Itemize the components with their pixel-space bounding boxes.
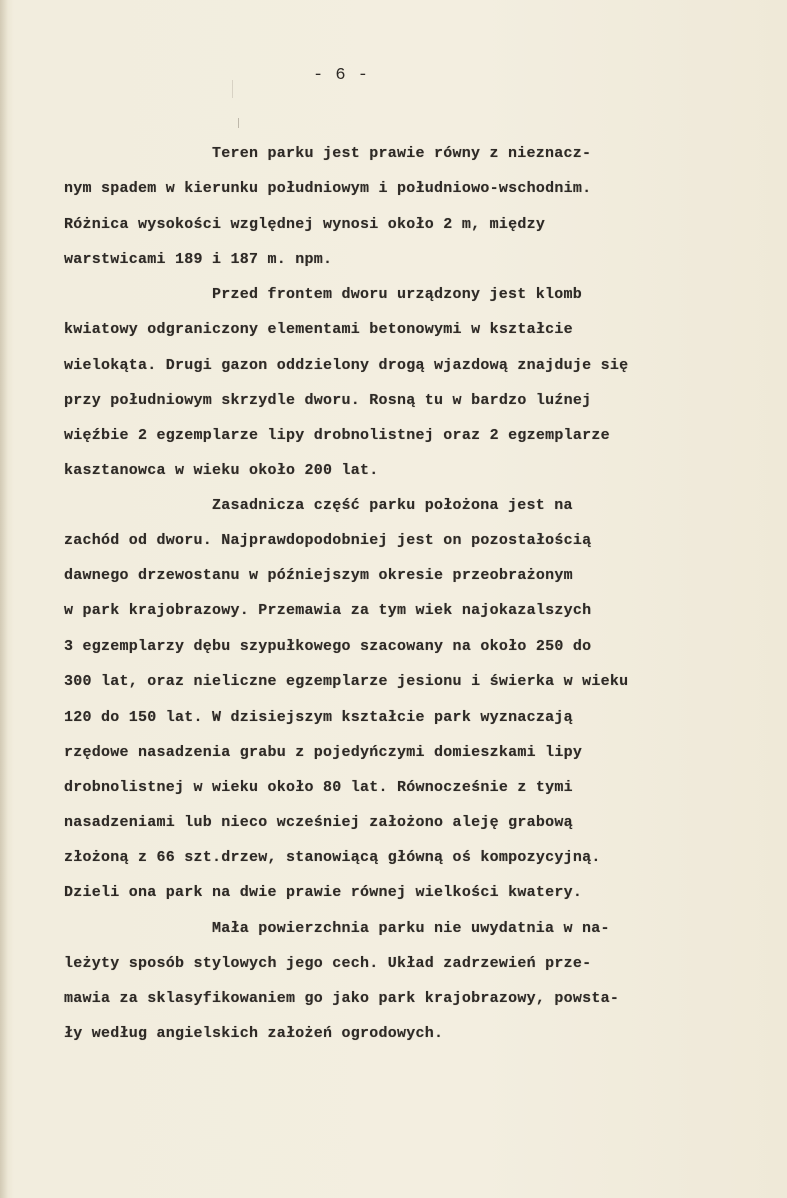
page-number: - 6 - bbox=[312, 66, 369, 85]
text-line: kasztanowca w wieku około 200 lat. bbox=[64, 462, 379, 479]
text-line: nym spadem w kierunku południowym i południowo-wschodnim. bbox=[64, 180, 592, 197]
text-line: Przed frontem dworu urządzony jest klomb bbox=[212, 286, 583, 303]
text-line: 3 egzemplarzy dębu szypułkowego szacowany na około 250 do bbox=[64, 638, 592, 655]
pencil-mark bbox=[238, 118, 239, 128]
page-edge-shadow bbox=[0, 0, 8, 1198]
text-line: więźbie 2 egzemplarze lipy drobnolistnej oraz 2 egzemplarze bbox=[64, 427, 610, 444]
text-line: kwiatowy odgraniczony elementami betonowymi w kształcie bbox=[64, 321, 573, 338]
text-line: Różnica wysokości względnej wynosi około 2 m, między bbox=[64, 216, 546, 233]
text-line: drobnolistnej w wieku około 80 lat. Równocześnie z tymi bbox=[64, 779, 573, 796]
text-line: przy południowym skrzydle dworu. Rosną tu w bardzo luźnej bbox=[64, 392, 592, 409]
text-line: 120 do 150 lat. W dzisiejszym kształcie park wyznaczają bbox=[64, 709, 573, 726]
text-line: dawnego drzewostanu w późniejszym okresie przeobrażonym bbox=[64, 567, 573, 584]
text-line: nasadzeniami lub nieco wcześniej założono aleję grabową bbox=[64, 814, 573, 831]
text-line: Mała powierzchnia parku nie uwydatnia w na- bbox=[212, 920, 610, 937]
text-line: Dzieli ona park na dwie prawie równej wielkości kwatery. bbox=[64, 884, 583, 901]
text-line: złożoną z 66 szt.drzew, stanowiącą główną oś kompozycyjną. bbox=[64, 849, 601, 866]
text-line: leżyty sposób stylowych jego cech. Układ zadrzewień prze- bbox=[64, 955, 592, 972]
text-line: rzędowe nasadzenia grabu z pojedyńczymi domieszkami lipy bbox=[64, 744, 583, 761]
text-line: wielokąta. Drugi gazon oddzielony drogą wjazdową znajduje się bbox=[64, 357, 629, 374]
text-line: Teren parku jest prawie równy z nieznacz- bbox=[212, 145, 592, 162]
text-line: mawia za sklasyfikowaniem go jako park krajobrazowy, powsta- bbox=[64, 990, 620, 1007]
text-line: Zasadnicza część parku położona jest na bbox=[212, 497, 573, 514]
text-line: zachód od dworu. Najprawdopodobniej jest on pozostałością bbox=[64, 532, 592, 549]
text-line: warstwicami 189 i 187 m. npm. bbox=[64, 251, 333, 268]
text-line: ły według angielskich założeń ogrodowych. bbox=[64, 1025, 444, 1042]
text-line: 300 lat, oraz nieliczne egzemplarze jesionu i świerka w wieku bbox=[64, 673, 629, 690]
text-line: w park krajobrazowy. Przemawia za tym wiek najokazalszych bbox=[64, 602, 592, 619]
